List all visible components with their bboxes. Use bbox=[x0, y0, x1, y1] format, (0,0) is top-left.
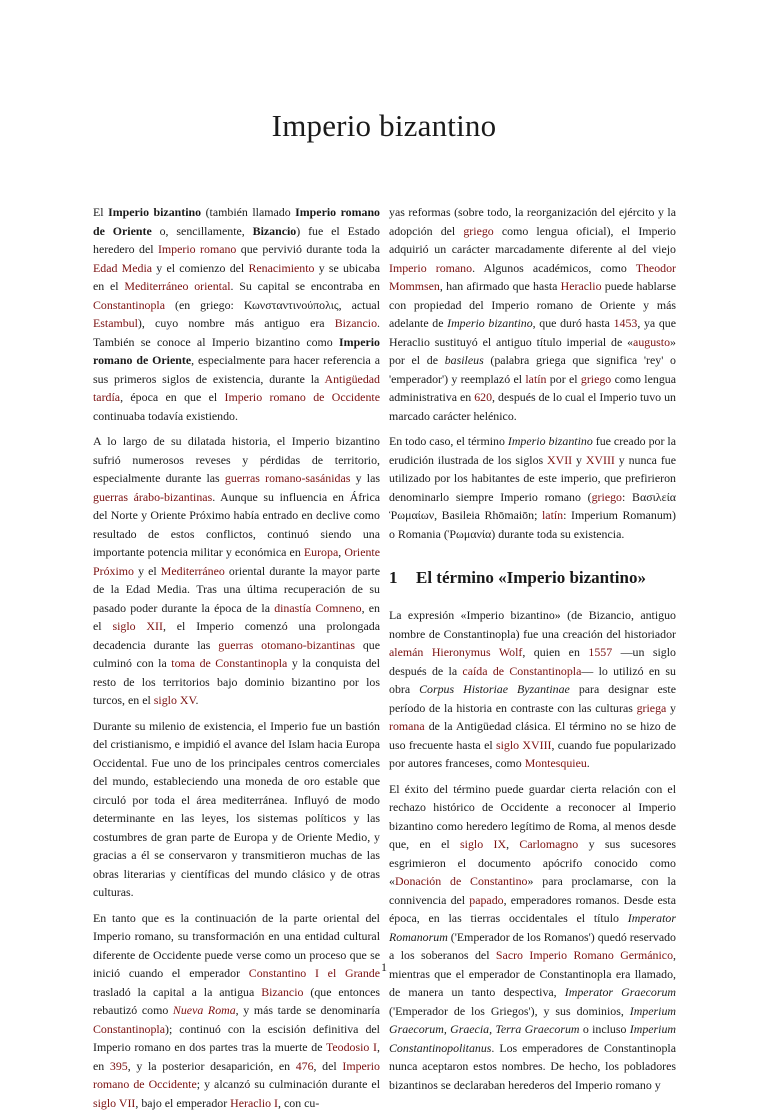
text-run: El bbox=[93, 205, 109, 219]
wiki-link[interactable]: Imperio romano bbox=[389, 260, 473, 275]
text-run: trasladó la capital a la antigua bbox=[93, 984, 262, 999]
italic-term: Corpus Historiae Byzantinae bbox=[419, 682, 570, 696]
text-run: (palabra griega que significa 'rey' o 'emperador') y reemplazó el bbox=[389, 353, 676, 386]
page-number: 1 bbox=[381, 960, 387, 974]
bold-term: Bizancio bbox=[252, 223, 297, 238]
wiki-link[interactable]: toma de Constantinopla bbox=[171, 656, 288, 670]
text-run: A lo largo de su dilatada historia, el Imperio bizantino sufrió numerosos reveses y pérdidas de territorio, especialmente durante las bbox=[93, 434, 380, 485]
text-run: ('Emperador de los Romanos') quedó reservado a los soberanos del bbox=[389, 929, 676, 962]
text-run: oriental durante la mayor parte de la Edad Media. Tras una última recuperación de su pasado poder durante la época de la bbox=[93, 563, 380, 615]
text-run bbox=[423, 645, 431, 659]
text-run: » por el de bbox=[389, 334, 676, 367]
section-heading bbox=[389, 567, 676, 589]
text-run: , bajo el emperador bbox=[135, 1095, 231, 1110]
wiki-link[interactable]: 476 bbox=[295, 1058, 314, 1073]
text-run: de la Antigüedad clásica. El término no se hizo de uso frecuente hasta el bbox=[389, 719, 676, 752]
wiki-link[interactable]: papado bbox=[469, 892, 504, 907]
text-run: , ya que Heraclio sustituyó el antiguo título imperial de « bbox=[389, 316, 676, 349]
text-run: (también llamado bbox=[201, 205, 296, 219]
wiki-link[interactable]: siglo XII bbox=[112, 619, 163, 633]
text-run: , bbox=[506, 837, 520, 851]
wiki-link[interactable]: Edad Media bbox=[93, 260, 153, 275]
wiki-link[interactable]: Carlomagno bbox=[519, 837, 579, 851]
text-run: ); continuó con la escisión definitiva del Imperio romano en dos partes tras la muerte de bbox=[93, 1021, 380, 1054]
text-run: fue creado por la erudición ilustrada de los siglos bbox=[389, 434, 676, 467]
text-run: y el bbox=[133, 563, 161, 578]
wiki-link[interactable]: siglo XV bbox=[153, 693, 196, 707]
wiki-link[interactable]: siglo IX bbox=[460, 837, 507, 851]
wiki-link[interactable]: alemán bbox=[389, 645, 424, 659]
text-run: , el Imperio comenzó una prolongada decadencia durante las bbox=[93, 619, 381, 652]
text-run: — lo utilizó en su obra bbox=[389, 663, 676, 696]
text-run: que culminó con la bbox=[93, 637, 380, 670]
section-title: El término «Imperio bizantino» bbox=[416, 568, 646, 587]
text-run: que pervivió durante toda la bbox=[236, 242, 380, 256]
text-run: o incluso bbox=[579, 1022, 630, 1036]
text-run: y se ubicaba en el bbox=[93, 260, 381, 293]
wiki-link[interactable]: XVII bbox=[547, 452, 573, 467]
wiki-link[interactable]: griega bbox=[636, 700, 667, 715]
wiki-link[interactable]: Heraclio bbox=[560, 279, 602, 293]
paragraph bbox=[389, 606, 676, 773]
text-run: o, sencillamente, bbox=[151, 223, 253, 238]
italic-term: Imperator Romanorum bbox=[389, 911, 676, 944]
text-run: , del bbox=[313, 1058, 343, 1073]
wiki-link[interactable]: Donación de Constantino bbox=[394, 874, 528, 888]
wiki-link[interactable]: guerras otomano-bizantinas bbox=[218, 637, 355, 652]
text-run: , en el bbox=[93, 600, 380, 633]
text-run: , bbox=[338, 545, 345, 559]
wiki-link[interactable]: Sacro Imperio Romano Germánico bbox=[495, 948, 674, 962]
wiki-link[interactable]: Theodor Mommsen bbox=[389, 260, 676, 293]
text-run: . Su capital se encontraba en bbox=[230, 279, 380, 293]
wiki-link[interactable]: caída de Constantinopla bbox=[462, 663, 582, 678]
right-paragraphs-before bbox=[389, 203, 676, 543]
wiki-link[interactable]: Estambul bbox=[93, 316, 138, 330]
wiki-link[interactable]: Nueva Roma bbox=[172, 1003, 236, 1017]
text-run: y sus sucesores esgrimieron el documento apócrifo conocido como « bbox=[389, 837, 676, 888]
text-run: ('Emperador de los Griegos'), y sus dominios, bbox=[389, 1003, 630, 1018]
wiki-link[interactable]: griego bbox=[463, 223, 494, 238]
page-title: Imperio bizantino bbox=[271, 108, 497, 143]
paragraph bbox=[93, 203, 380, 425]
text-run: , y más tarde se denominaría bbox=[235, 1003, 380, 1017]
wiki-link[interactable]: 1557 bbox=[588, 645, 613, 659]
text-run: » para proclamarse, con la connivencia del bbox=[389, 874, 676, 907]
wiki-link[interactable]: Imperio romano de Occidente bbox=[93, 1058, 380, 1091]
text-run: y la conquista del resto de los territorios bajo dominio bizantino por los turcos, en el bbox=[93, 656, 381, 707]
text-run: , que duró hasta bbox=[532, 316, 614, 330]
italic-term: Imperium Constantinopolitanus bbox=[389, 1022, 677, 1055]
wiki-link[interactable]: Antigüedad tardía bbox=[93, 371, 380, 404]
wiki-link[interactable]: Constantinopla bbox=[93, 1021, 165, 1036]
wiki-link[interactable]: Teodosio I bbox=[325, 1040, 378, 1054]
wiki-link[interactable]: Mediterráneo bbox=[160, 563, 225, 578]
left-column bbox=[93, 203, 380, 1119]
wiki-link[interactable]: 395 bbox=[109, 1058, 128, 1073]
wiki-link[interactable]: Mediterráneo oriental bbox=[124, 279, 231, 293]
paragraph bbox=[389, 780, 676, 1095]
wiki-link[interactable]: 620 bbox=[474, 390, 493, 404]
text-run: Durante su milenio de existencia, el Imperio fue un bastión del cristianismo, e impidió el avance del Islam hacia Europa Occidental. Fue uno de los principales centros comerciales del mundo, estableciendo una moneda de oro estable que circuló por toda el área mediterránea. Influyó de modo determinante en las leyes, los sistemas políticos y las costumbres de gran parte de Europa y de Oriente Medio, y gracias a él se conservaron y transmitieron muchas de las obras literarias y científicas del mundo clásico y de otras culturas. bbox=[93, 718, 380, 899]
wiki-link[interactable]: Renacimiento bbox=[248, 260, 315, 275]
text-run: , especialmente para hacer referencia a sus primeros siglos de existencia, durante la bbox=[93, 353, 381, 386]
text-run: por el bbox=[546, 371, 581, 386]
paragraph bbox=[389, 432, 676, 543]
text-run: , época en que el bbox=[120, 390, 225, 404]
text-run: . Aunque su influencia en África del Norte y Oriente Próximo había entrado en declive como resultado de estos conflictos, continuó siendo una importante potencia militar y económica en bbox=[93, 489, 380, 559]
wiki-link[interactable]: latín bbox=[541, 508, 564, 522]
paragraph bbox=[93, 909, 380, 1113]
text-run: , con cu- bbox=[278, 1095, 320, 1110]
wiki-link[interactable]: siglo VII bbox=[93, 1095, 136, 1110]
text-run: ; y alcanzó su culminación durante el bbox=[196, 1077, 380, 1091]
wiki-link[interactable]: latín bbox=[525, 371, 547, 386]
text-run: . Algunos académicos, como bbox=[472, 260, 636, 275]
wiki-link[interactable]: Bizancio bbox=[334, 316, 378, 330]
italic-term: Imperator Graecorum bbox=[564, 985, 676, 999]
text-run: , en bbox=[93, 1040, 380, 1073]
wiki-link[interactable]: Heraclio I bbox=[230, 1095, 279, 1110]
wiki-link[interactable]: Bizancio bbox=[261, 984, 304, 999]
wiki-link[interactable]: griego bbox=[591, 489, 622, 504]
text-run: para designar este período de la historia en contraste con las culturas bbox=[389, 682, 676, 715]
wiki-link[interactable]: Imperio romano de Occidente bbox=[224, 390, 380, 404]
bold-term: Imperio romano de Oriente bbox=[93, 205, 381, 238]
wiki-link[interactable]: Oriente Próximo bbox=[93, 545, 380, 578]
paragraph bbox=[389, 203, 676, 425]
italic-term: Imperio bizantino bbox=[507, 434, 593, 448]
wiki-link[interactable]: Imperio romano bbox=[157, 242, 237, 256]
text-run: ) fue el Estado heredero del bbox=[93, 223, 380, 256]
bold-term: Imperio romano de Oriente bbox=[93, 334, 380, 367]
text-run: como lengua oficial), el Imperio adquirió un carácter marcadamente diferente al del viejo bbox=[389, 223, 676, 256]
wiki-link[interactable]: siglo XVIII bbox=[496, 737, 552, 752]
text-run: , y la posterior desaparición, en bbox=[127, 1058, 296, 1073]
wiki-link[interactable]: griego bbox=[580, 371, 612, 386]
text-run: (que entonces rebautizó como bbox=[93, 984, 380, 1017]
text-run: : Βασιλεία Ῥωμαίων, Basileia Rhōmaiōn; bbox=[389, 489, 676, 522]
text-run: : Imperium Romanum) o Romania (Ῥωμανία) durante toda su existencia. bbox=[389, 508, 677, 541]
text-run: , después de lo cual el Imperio tuvo un marcado carácter helénico. bbox=[389, 390, 676, 423]
bold-term: Imperio bizantino bbox=[108, 205, 202, 219]
text-run: , quien en bbox=[522, 645, 589, 659]
wiki-link[interactable]: guerras romano-sasánidas bbox=[224, 471, 351, 485]
text-run: . Los emperadores de Constantinopla nunca aceptaron estos nombres. De hecho, los pobladores bizantinos se declaraban herederos del Imperio romano y bbox=[389, 1040, 676, 1092]
wiki-link[interactable]: Montesquieu bbox=[524, 756, 587, 770]
text-run: yas reformas (sobre todo, la reorganización del ejército y la adopción del bbox=[389, 205, 676, 238]
paragraph bbox=[93, 717, 380, 902]
paragraph bbox=[93, 432, 380, 710]
section-number: 1 bbox=[389, 568, 398, 587]
text-run: , emperadores romanos. Desde esta época, en las tierras occidentales el título bbox=[389, 892, 676, 925]
text-run: . bbox=[586, 756, 590, 770]
text-run: y el comienzo del bbox=[152, 260, 249, 275]
text-run: , han afirmado que hasta bbox=[439, 279, 561, 293]
wiki-link[interactable]: augusto bbox=[633, 334, 671, 349]
wiki-link[interactable]: dinastía Comneno bbox=[274, 600, 362, 615]
wiki-link[interactable]: romana bbox=[389, 719, 425, 733]
text-run: , cuando fue popularizado por autores franceses, como bbox=[389, 737, 676, 770]
wiki-link[interactable]: Europa bbox=[303, 545, 339, 559]
right-paragraphs-after bbox=[389, 606, 676, 1094]
text-run: . También se conoce al Imperio bizantino como bbox=[93, 316, 380, 349]
text-run: En todo caso, el término bbox=[389, 434, 508, 448]
italic-term: Imperium Graecorum, Graecia, Terra Graecorum bbox=[389, 1003, 676, 1036]
wiki-link[interactable]: Hieronymus Wolf bbox=[431, 645, 523, 659]
text-run: ), cuyo nombre más antiguo era bbox=[137, 316, 335, 330]
text-run: y bbox=[572, 452, 586, 467]
text-run: , mientras que el emperador de Constantinopla era llamado, de manera un tanto despectiva, bbox=[389, 948, 676, 999]
text-run: (en griego: Κωνσταντινούπολις, actual bbox=[165, 297, 380, 312]
wiki-link[interactable]: XVIII bbox=[585, 452, 615, 467]
text-run: como lengua administrativa en bbox=[389, 371, 676, 404]
wiki-link[interactable]: 1453 bbox=[613, 316, 638, 330]
italic-term: basileus bbox=[444, 353, 484, 367]
text-run: El éxito del término puede guardar cierta relación con el rechazo histórico de Occidente a reconocer al Imperio bizantino como heredero legítimo de Roma, al menos desde que, en el bbox=[389, 781, 676, 851]
text-run: y las bbox=[350, 471, 380, 485]
text-run: y nunca fue utilizado por los habitantes de este imperio, que prefirieron denominarlo siempre Imperio romano ( bbox=[389, 452, 677, 504]
text-run: puede hablarse con propiedad del Imperio romano de Oriente y más adelante de bbox=[389, 279, 676, 330]
text-run: —un siglo después de la bbox=[389, 645, 676, 678]
text-run: continuaba todavía existiendo. bbox=[93, 408, 238, 423]
text-run: y bbox=[666, 700, 676, 715]
text-run: La expresión «Imperio bizantino» (de Bizancio, antiguo nombre de Constantinopla) fue una creación del historiador bbox=[389, 608, 676, 641]
text-run: En tanto que es la continuación de la parte oriental del Imperio romano, su transformación en una entidad cultural diferente de Occidente puede verse como un proceso que se inició cuando el emperador bbox=[93, 910, 380, 980]
wiki-link[interactable]: Constantinopla bbox=[93, 297, 165, 312]
wiki-link[interactable]: Constantino I el Grande bbox=[248, 966, 380, 980]
text-run: . bbox=[195, 693, 199, 707]
wiki-link[interactable]: guerras árabo-bizantinas bbox=[93, 489, 213, 504]
italic-term: Imperio bizantino bbox=[447, 316, 533, 330]
